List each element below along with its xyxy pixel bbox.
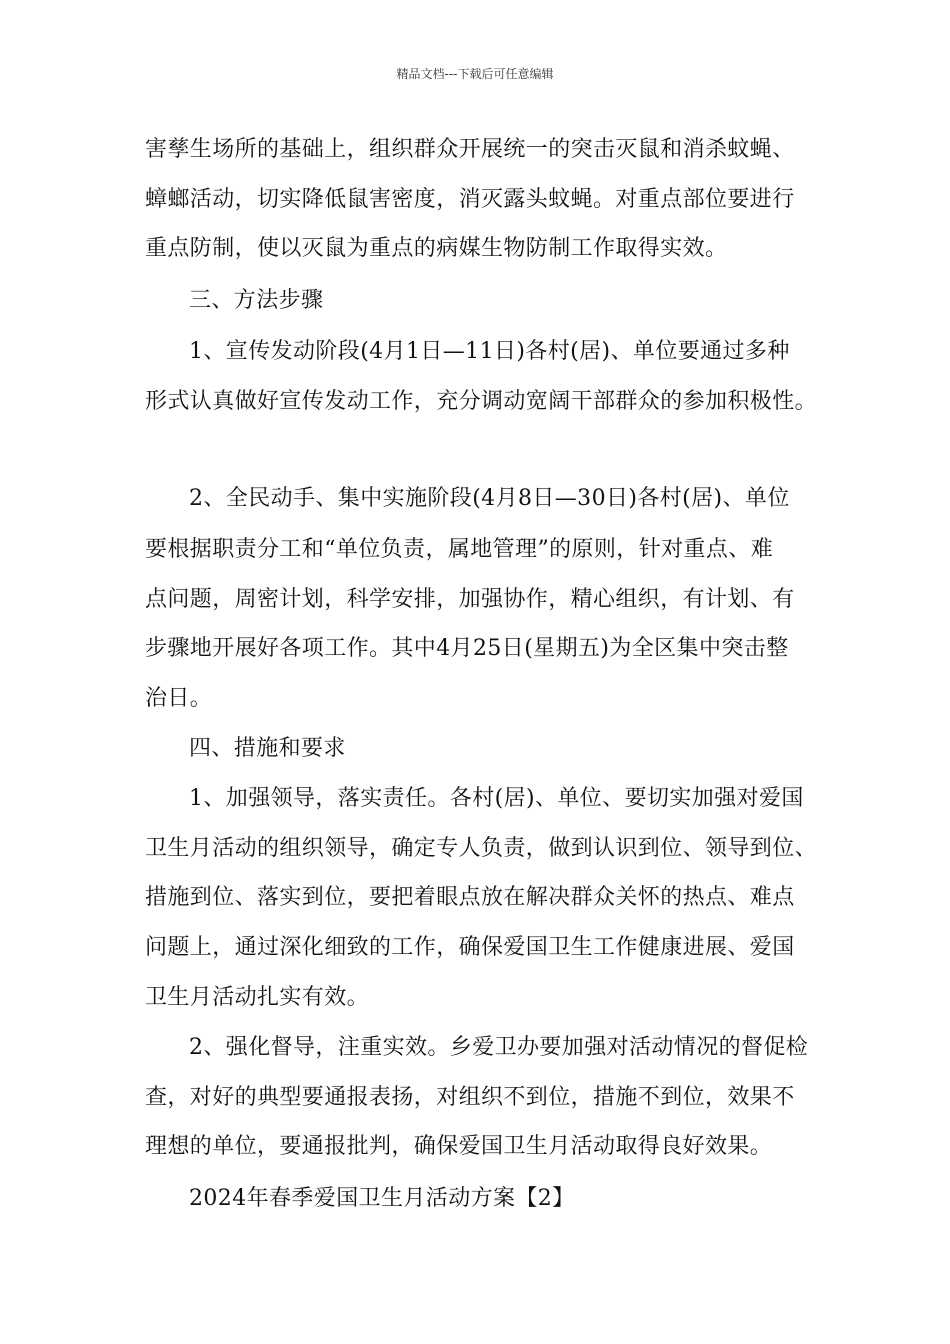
text-line: 问题上，通过深化细致的工作，确保爱国卫生工作健康进展、爱国 bbox=[145, 935, 795, 960]
section-heading: 四、措施和要求 bbox=[189, 736, 346, 761]
text-line: 害孳生场所的基础上，组织群众开展统一的突击灭鼠和消杀蚊蝇、 bbox=[145, 137, 795, 162]
text-line: 点问题，周密计划，科学安排，加强协作，精心组织，有计划、有 bbox=[145, 587, 795, 612]
text-line: 2、强化督导，注重实效。乡爱卫办要加强对活动情况的督促检 bbox=[189, 1035, 809, 1060]
page-header: 精品文档---下载后可任意编辑 bbox=[396, 67, 554, 81]
text-line: 卫生月活动的组织领导，确定专人负责，做到认识到位、领导到位、 bbox=[145, 836, 818, 861]
text-line: 1、加强领导，落实责任。各村(居)、单位、要切实加强对爱国 bbox=[189, 786, 804, 811]
text-line: 理想的单位，要通报批判，确保爱国卫生月活动取得良好效果。 bbox=[145, 1134, 773, 1159]
text-line: 蟑螂活动，切实降低鼠害密度，消灭露头蚊蝇。对重点部位要进行 bbox=[145, 187, 795, 212]
text-line: 重点防制，使以灭鼠为重点的病媒生物防制工作取得实效。 bbox=[145, 236, 728, 261]
text-line: 治日。 bbox=[145, 686, 213, 711]
text-line: 要根据职责分工和“单位负责，属地管理”的原则，针对重点、难 bbox=[145, 537, 774, 562]
text-line: 步骤地开展好各项工作。其中4月25日(星期五)为全区集中突击整 bbox=[145, 636, 789, 661]
text-line: 2、全民动手、集中实施阶段(4月8日—30日)各村(居)、单位 bbox=[189, 486, 790, 511]
section-heading: 三、方法步骤 bbox=[189, 288, 324, 313]
text-line: 卫生月活动扎实有效。 bbox=[145, 985, 370, 1010]
text-line: 措施到位、落实到位，要把着眼点放在解决群众关怀的热点、难点 bbox=[145, 885, 795, 910]
document-title: 2024年春季爱国卫生月活动方案【2】 bbox=[189, 1186, 575, 1211]
text-line: 1、宣传发动阶段(4月1日—11日)各村(居)、单位要通过多种 bbox=[189, 339, 790, 364]
text-line: 查，对好的典型要通报表扬，对组织不到位，措施不到位，效果不 bbox=[145, 1085, 795, 1110]
text-line: 形式认真做好宣传发动工作，充分调动宽阔干部群众的参加积极性。 bbox=[145, 389, 818, 414]
